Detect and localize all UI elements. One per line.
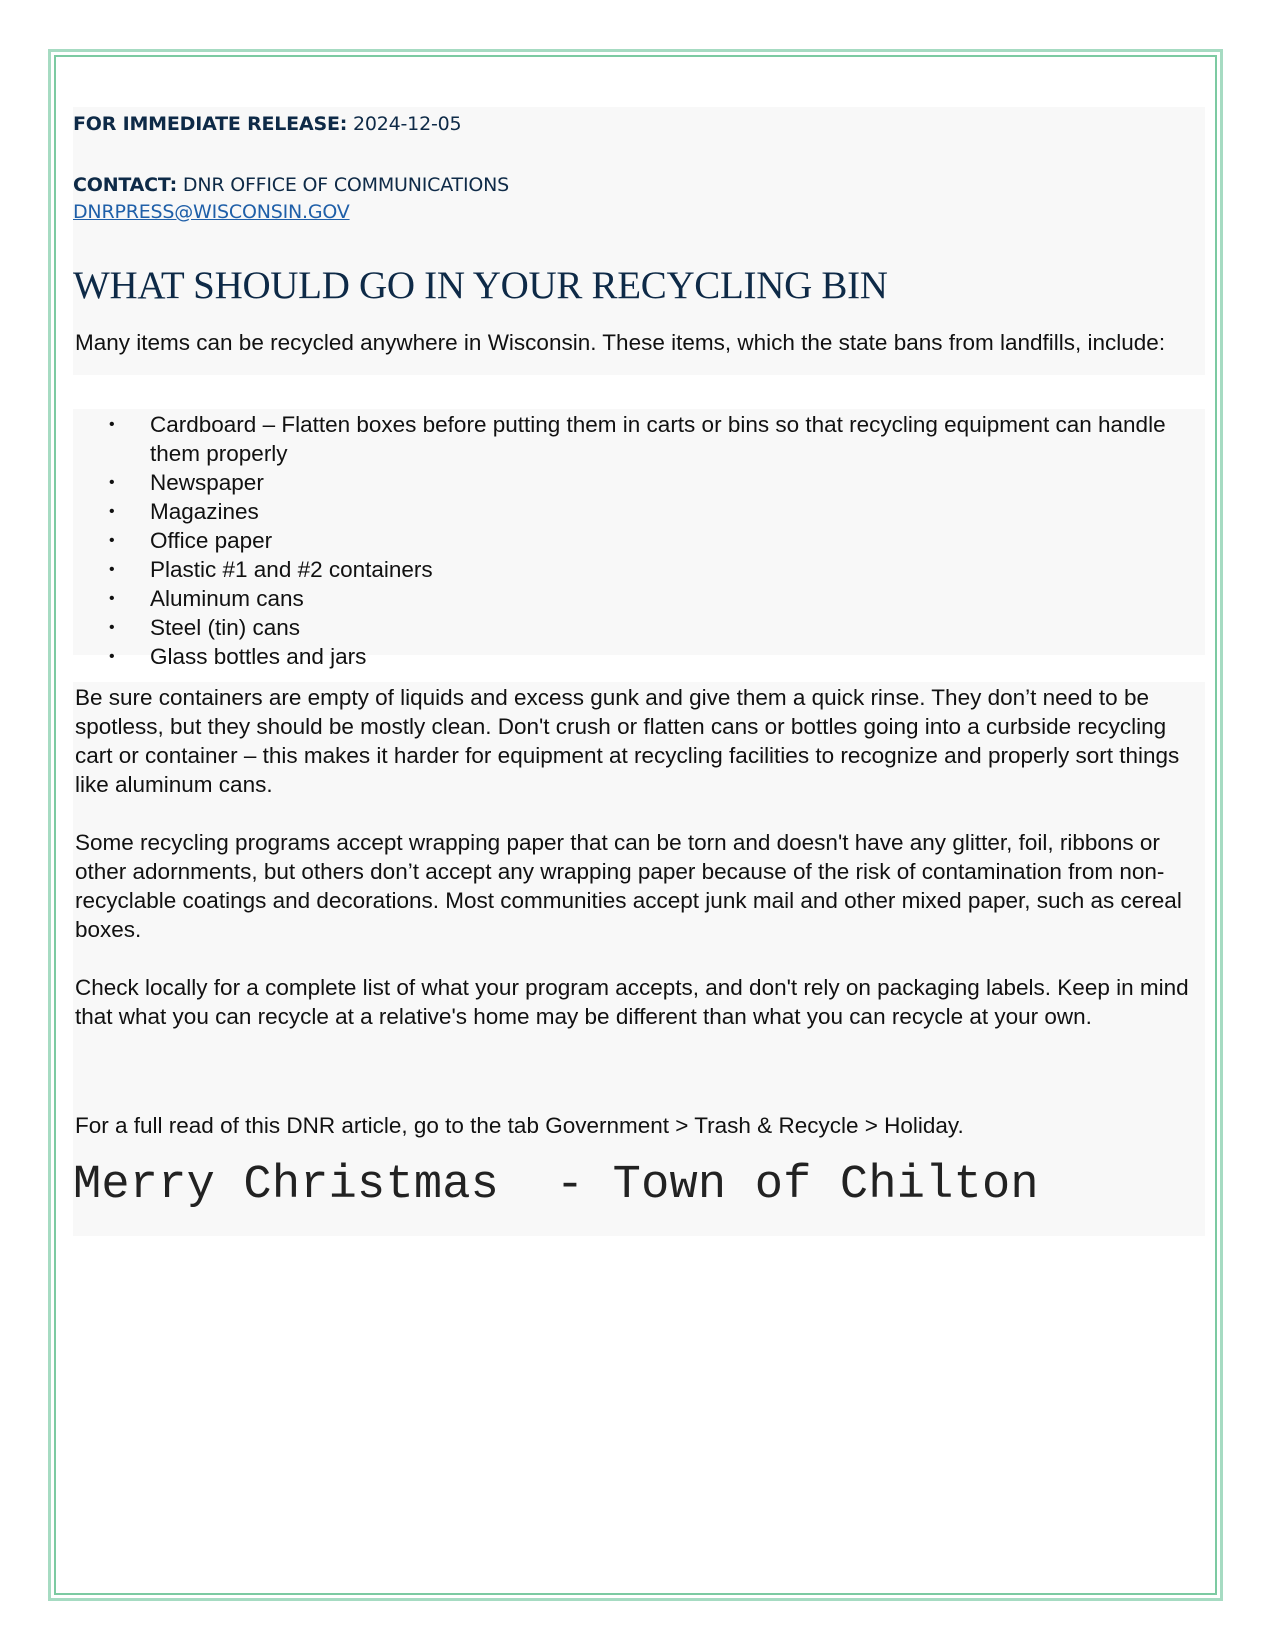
recyclable-items-block	[73, 409, 1205, 669]
list-item: • Aluminum cans	[109, 586, 304, 611]
bullet-icon: •	[109, 590, 115, 607]
release-date: 2024-12-05	[352, 113, 462, 135]
bullet-icon: •	[109, 532, 115, 549]
list-item: • Plastic #1 and #2 containers	[109, 557, 433, 582]
contact-label: CONTACT:	[73, 174, 178, 196]
header-block	[73, 107, 1205, 375]
intro-paragraph: Many items can be recycled anywhere in Wisconsin. These items, which the state bans from landfills, include:	[75, 330, 1166, 355]
bullet-icon: •	[109, 416, 115, 433]
body-block	[73, 682, 1205, 1236]
list-item: • Steel (tin) cans	[109, 615, 301, 640]
bullet-icon: •	[109, 648, 115, 665]
bullet-icon: •	[109, 561, 115, 578]
full-read-note: For a full read of this DNR article, go to the tab Government > Trash & Recycle > Holiday.	[75, 1113, 964, 1138]
list-item: • Glass bottles and jars	[109, 644, 367, 669]
check-locally-paragraph: Check locally for a complete list of what your program accepts, and don't rely on packaging labels. Keep in mind that what you can recycle at a relative's home may be different than what you can recycle at your own.	[75, 975, 1189, 1029]
bullet-icon: •	[109, 474, 115, 491]
list-item: • Cardboard – Flatten boxes before putting them in carts or bins so that recycling equipment can handle them properly	[109, 412, 1166, 466]
rinse-paragraph: Be sure containers are empty of liquids and excess gunk and give them a quick rinse. They don’t need to be spotless, but they should be mostly clean. Don't crush or flatten cans or bottles going into a curbside recycling cart or container – this makes it harder for equipment at recycling facilities to recognize and properly sort things like aluminum cans.	[75, 685, 1180, 797]
bullet-icon: •	[109, 619, 115, 636]
list-item: • Newspaper	[109, 470, 264, 495]
list-item: • Office paper	[109, 528, 273, 553]
contact-name: DNR OFFICE OF COMMUNICATIONS	[182, 174, 509, 196]
wrapping-paper-paragraph: Some recycling programs accept wrapping paper that can be torn and doesn't have any glitter, foil, ribbons or other adornments, but others don’t accept any wrapping paper because of the risk of contamination from non-recyclable coatings and decorations. Most communities accept junk mail and other mixed paper, such as cereal boxes.	[75, 830, 1182, 942]
list-item: • Magazines	[109, 499, 259, 524]
contact-line	[73, 172, 1205, 199]
release-label: FOR IMMEDIATE RELEASE:	[73, 113, 348, 135]
article-title: WHAT SHOULD GO IN YOUR RECYCLING BIN	[73, 264, 888, 307]
contact-email-link[interactable]: DNRPRESS@WISCONSIN.GOV	[73, 201, 350, 223]
closing-greeting: Merry Christmas - Town of Chilton	[73, 1159, 1039, 1212]
release-line	[73, 111, 1205, 138]
recyclable-items-list	[73, 410, 1205, 671]
bullet-icon: •	[109, 503, 115, 520]
